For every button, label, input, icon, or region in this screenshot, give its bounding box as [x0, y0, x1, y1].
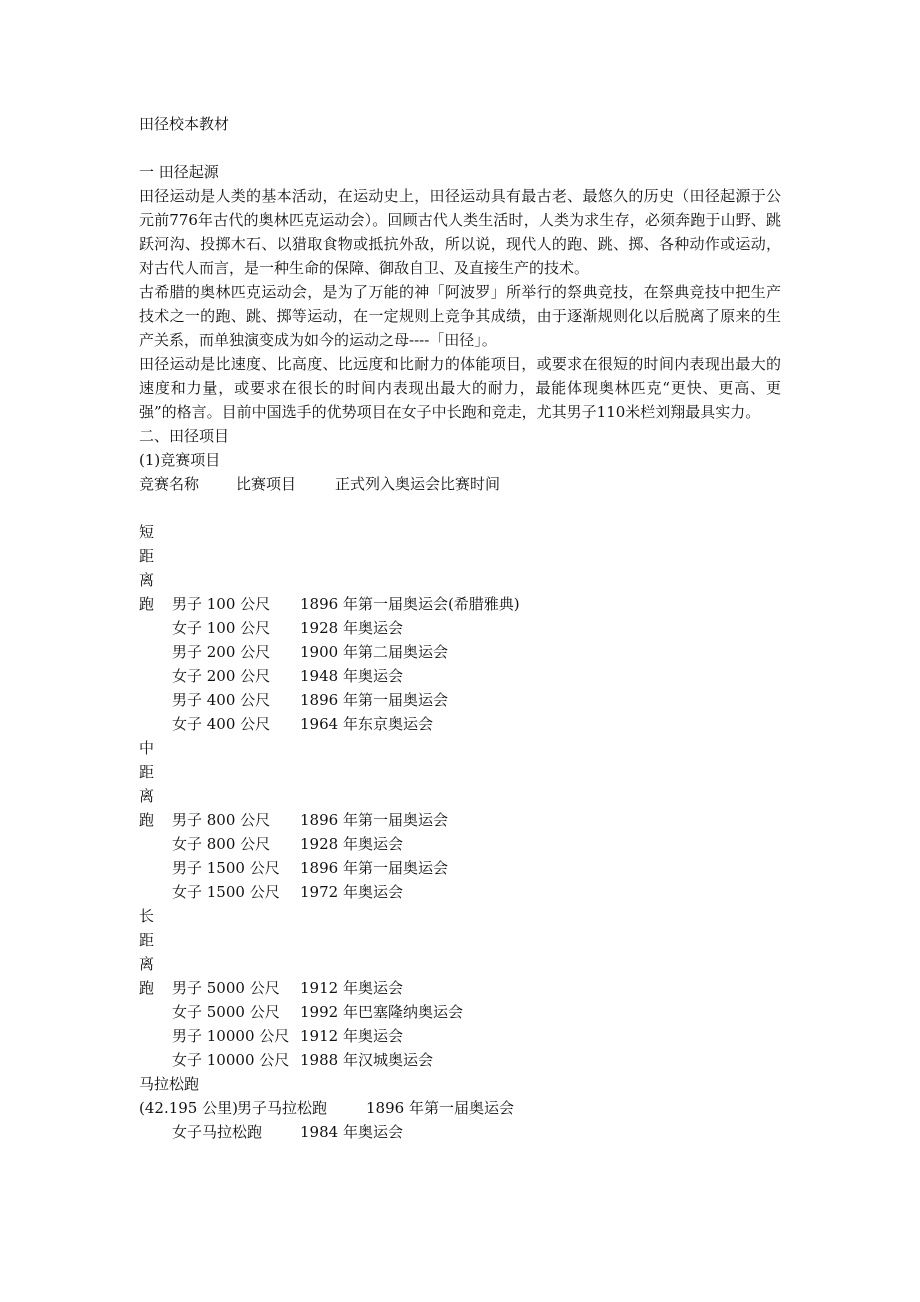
event-name: 男子 1500 公尺: [172, 859, 280, 877]
group-name-char: 离: [139, 787, 155, 805]
marathon-group-name: 马拉松跑: [139, 1075, 200, 1093]
header-competition-name: 竞赛名称: [139, 475, 200, 493]
event-name: 男子 10000 公尺: [172, 1027, 290, 1045]
table-row: [139, 1048, 781, 1072]
blank-line: [139, 136, 781, 160]
group-name-char: 跑: [139, 979, 155, 997]
event-name: 女子马拉松跑: [172, 1123, 263, 1141]
group-name-char: 距: [139, 763, 155, 781]
group-name-char: 离: [139, 955, 155, 973]
olympic-year: 1992 年巴塞隆纳奥运会: [300, 1003, 463, 1021]
event-name: 女子 100 公尺: [172, 619, 271, 637]
table-row: [139, 976, 781, 1000]
table-row: [139, 880, 781, 904]
table-row: [139, 1024, 781, 1048]
event-name: 男子马拉松跑: [237, 1099, 328, 1117]
event-name: 男子 400 公尺: [172, 691, 271, 709]
olympic-year: 1928 年奥运会: [300, 835, 403, 853]
olympic-year: 1896 年第一届奥运会(希腊雅典): [300, 595, 520, 613]
table-row: [139, 832, 781, 856]
table-row: [139, 688, 781, 712]
group-name-char: 中: [139, 739, 155, 757]
group-name-char: 跑: [139, 595, 155, 613]
document-title: 田径校本教材: [139, 115, 230, 133]
event-name: 男子 100 公尺: [172, 595, 271, 613]
paragraph-origin-1: 田径运动是人类的基本活动，在运动史上，田径运动具有最古老、最悠久的历史（田径起源于公元前776年古代的奥林匹克运动会）。回顾古代人类生活时，人类为求生存，必须奔跑于山野、跳跃河沟、投掷木石、以猎取食物或抵抗外敌，所以说，现代人的跑、跳、掷、各种动作或运动，对古代人而言，是一种生命的保障、御敌自卫、及直接生产的技术。: [139, 187, 781, 277]
event-name: 女子 800 公尺: [172, 835, 271, 853]
table-header: [139, 472, 781, 496]
olympic-year: 1964 年东京奥运会: [300, 715, 433, 733]
group-name-char: 短: [139, 523, 155, 541]
paragraph-origin-3: 田径运动是比速度、比高度、比远度和比耐力的体能项目，或要求在很短的时间内表现出最大的速度和力量，或要求在很长的时间内表现出最大的耐力，最能体现奥林匹克“更快、更高、更强”的格言。目前中国选手的优势项目在女子中长跑和竞走，尤其男子110米栏刘翔最具实力。: [139, 355, 781, 421]
event-name: 女子 200 公尺: [172, 667, 271, 685]
subsection-heading-competition: (1)竞赛项目: [139, 451, 221, 469]
marathon-distance: (42.195 公里): [139, 1099, 238, 1117]
olympic-year: 1896 年第一届奥运会: [300, 691, 448, 709]
olympic-year: 1948 年奥运会: [300, 667, 403, 685]
header-olympic-year: 正式列入奥运会比赛时间: [335, 475, 501, 493]
table-row: [139, 808, 781, 832]
olympic-year: 1912 年奥运会: [300, 979, 403, 997]
group-name-char: 离: [139, 571, 155, 589]
olympic-year: 1896 年第一届奥运会: [300, 859, 448, 877]
group-name-char: 跑: [139, 811, 155, 829]
table-row: [139, 712, 781, 736]
paragraph-origin-2: 古希腊的奥林匹克运动会，是为了万能的神「阿波罗」所举行的祭典竞技，在祭典竞技中把生产技术之一的跑、跳、掷等运动，在一定规则上竞争其成绩，由于逐渐规则化以后脱离了原来的生产关系，而单独演变成为如今的运动之母----「田径」。: [139, 283, 781, 349]
olympic-year: 1988 年汉城奥运会: [300, 1051, 433, 1069]
table-row: [139, 1120, 781, 1144]
event-name: 男子 800 公尺: [172, 811, 271, 829]
table-row: [139, 1000, 781, 1024]
event-name: 男子 200 公尺: [172, 643, 271, 661]
group-name-char: 距: [139, 931, 155, 949]
olympic-year: 1900 年第二届奥运会: [300, 643, 448, 661]
blank-line: [139, 496, 781, 520]
table-row: [139, 640, 781, 664]
header-event: 比赛项目: [236, 475, 297, 493]
event-name: 男子 5000 公尺: [172, 979, 280, 997]
event-name: 女子 1500 公尺: [172, 883, 280, 901]
olympic-year: 1896 年第一届奥运会: [300, 811, 448, 829]
group-name-char: 距: [139, 547, 155, 565]
table-row: [139, 856, 781, 880]
section-heading-events: 二、田径项目: [139, 427, 230, 445]
event-name: 女子 10000 公尺: [172, 1051, 290, 1069]
olympic-year: 1912 年奥运会: [300, 1027, 403, 1045]
olympic-year: 1972 年奥运会: [300, 883, 403, 901]
event-name: 女子 400 公尺: [172, 715, 271, 733]
group-name-char: 长: [139, 907, 155, 925]
table-row: [139, 616, 781, 640]
table-row: [139, 592, 781, 616]
event-name: 女子 5000 公尺: [172, 1003, 280, 1021]
section-heading-origin: 一 田径起源: [139, 163, 219, 181]
olympic-year: 1896 年第一届奥运会: [366, 1099, 514, 1117]
table-row: [139, 1096, 781, 1120]
olympic-year: 1984 年奥运会: [300, 1123, 403, 1141]
olympic-year: 1928 年奥运会: [300, 619, 403, 637]
table-row: [139, 664, 781, 688]
document-page: [139, 112, 781, 1144]
